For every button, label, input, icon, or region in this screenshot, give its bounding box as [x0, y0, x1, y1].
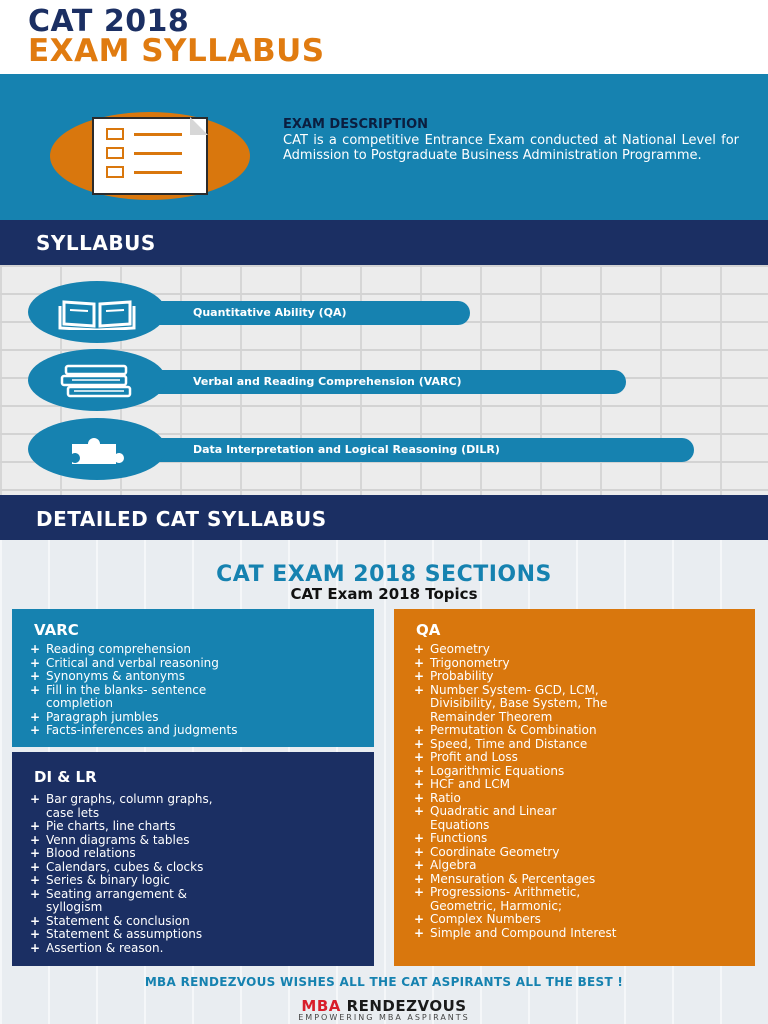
- list-item: [28, 711, 238, 725]
- list-item: [28, 670, 238, 684]
- list-item-text: Coordinate Geometry: [430, 844, 560, 859]
- list-item: [28, 807, 213, 821]
- list-item-text: Ratio: [430, 790, 461, 805]
- syllabus-title: SYLLABUS: [36, 231, 156, 255]
- list-item-text: Permutation & Combination: [430, 723, 597, 737]
- bullet-plus-icon: +: [414, 844, 425, 859]
- list-item-text: Synonyms & antonyms: [46, 669, 185, 683]
- list-item: [412, 900, 616, 914]
- bullet-plus-icon: +: [414, 682, 425, 697]
- list-item: [412, 792, 616, 806]
- logo-tagline: EMPOWERING MBA ASPIRANTS: [298, 1013, 470, 1022]
- bullet-plus-icon: +: [30, 723, 41, 737]
- list-item: [28, 684, 238, 698]
- list-item: [412, 927, 616, 941]
- bullet-plus-icon: +: [30, 682, 41, 697]
- list-item-text: Assertion & reason.: [46, 940, 164, 955]
- list-item: [412, 643, 616, 657]
- qa-title: QA: [416, 621, 441, 639]
- list-item: [412, 778, 616, 792]
- bullet-plus-icon: +: [414, 669, 425, 683]
- list-item-text: Mensuration & Percentages: [430, 871, 596, 886]
- open-book-icon: [58, 296, 136, 330]
- list-item-text: Venn diagrams & tables: [46, 832, 190, 847]
- list-item: [28, 874, 213, 888]
- bullet-plus-icon: +: [30, 873, 41, 887]
- list-item: [412, 684, 616, 698]
- qa-box: [394, 609, 755, 966]
- list-item-text: Facts-inferences and judgments: [46, 723, 238, 737]
- list-item-text: Fill in the blanks- sentence: [46, 682, 207, 697]
- detailed-syllabus-header: [0, 495, 768, 540]
- bullet-plus-icon: +: [30, 886, 41, 901]
- list-item-text: syllogism: [46, 900, 103, 914]
- list-item-text: Series & binary logic: [46, 873, 170, 887]
- bullet-plus-icon: +: [414, 736, 425, 751]
- bullet-plus-icon: +: [30, 819, 41, 833]
- description-text: CAT is a competitive Entrance Exam conducted at National Level for Admission to Postgraduate Business Administration Programme.: [283, 133, 739, 163]
- bullet-plus-icon: +: [414, 723, 425, 737]
- bullet-plus-icon: +: [30, 669, 41, 683]
- list-item-text: Speed, Time and Distance: [430, 736, 588, 751]
- list-item-text: Blood relations: [46, 846, 136, 860]
- sections-title: CAT EXAM 2018 SECTIONS: [216, 562, 552, 587]
- checkbox-icon: [106, 166, 124, 178]
- bullet-plus-icon: +: [30, 846, 41, 860]
- varc-title: VARC: [34, 621, 79, 639]
- bullet-plus-icon: +: [414, 642, 425, 656]
- list-item: [28, 834, 213, 848]
- bullet-plus-icon: +: [30, 655, 41, 670]
- list-item-text: Geometry: [430, 642, 490, 656]
- dilr-topic-list: [28, 793, 213, 955]
- book-stack-icon: [60, 364, 134, 398]
- list-item-text: Complex Numbers: [430, 912, 541, 926]
- list-item-text: Statement & conclusion: [46, 913, 190, 928]
- list-item-text: case lets: [46, 805, 100, 820]
- bullet-plus-icon: +: [414, 655, 425, 670]
- syllabus-header: [0, 220, 768, 265]
- list-item-text: Geometric, Harmonic;: [430, 898, 563, 913]
- list-item: [412, 738, 616, 752]
- list-item: [28, 928, 213, 942]
- list-item: [28, 643, 238, 657]
- list-item-text: Progressions- Arithmetic,: [430, 885, 581, 899]
- list-item-text: Number System- GCD, LCM,: [430, 682, 599, 697]
- list-item: [412, 805, 616, 819]
- list-line: [134, 152, 182, 155]
- list-item: [28, 793, 213, 807]
- bullet-plus-icon: +: [414, 763, 425, 778]
- list-item-text: Statement & assumptions: [46, 927, 203, 941]
- list-item-text: HCF and LCM: [430, 777, 510, 791]
- puzzle-piece-icon: [64, 432, 130, 466]
- bullet-plus-icon: +: [414, 885, 425, 899]
- checkbox-icon: [106, 128, 124, 140]
- list-item-text: Trigonometry: [430, 655, 510, 670]
- list-item-text: completion: [46, 696, 113, 710]
- list-item: [412, 670, 616, 684]
- varc-box: [12, 609, 374, 747]
- list-item: [412, 724, 616, 738]
- list-item: [412, 913, 616, 927]
- bullet-plus-icon: +: [414, 790, 425, 805]
- list-item-text: Critical and verbal reasoning: [46, 655, 219, 670]
- list-item-text: Calendars, cubes & clocks: [46, 859, 204, 874]
- list-item: [28, 915, 213, 929]
- list-item-text: Equations: [430, 817, 490, 832]
- syllabus-item-label: Verbal and Reading Comprehension (VARC): [193, 375, 462, 388]
- checkbox-icon: [106, 147, 124, 159]
- topics-title: CAT Exam 2018 Topics: [290, 585, 478, 603]
- list-item: [412, 751, 616, 765]
- bullet-plus-icon: +: [30, 832, 41, 847]
- list-item-text: Logarithmic Equations: [430, 763, 565, 778]
- list-item-text: Profit and Loss: [430, 750, 518, 764]
- list-item-text: Simple and Compound Interest: [430, 925, 617, 940]
- list-item-text: Bar graphs, column graphs,: [46, 792, 213, 806]
- list-item-text: Divisibility, Base System, The: [430, 696, 608, 710]
- list-item-text: Paragraph jumbles: [46, 709, 159, 724]
- bullet-plus-icon: +: [414, 804, 425, 818]
- list-item-text: Functions: [430, 831, 488, 845]
- list-item: [412, 886, 616, 900]
- list-item-text: Algebra: [430, 858, 477, 872]
- list-item: [412, 846, 616, 860]
- list-item: [28, 888, 213, 902]
- syllabus-item-label: Quantitative Ability (QA): [193, 306, 347, 319]
- list-item: [28, 724, 238, 738]
- list-item: [412, 765, 616, 779]
- bullet-plus-icon: +: [30, 859, 41, 874]
- list-item-text: Quadratic and Linear: [430, 804, 557, 818]
- detailed-syllabus-title: DETAILED CAT SYLLABUS: [36, 507, 327, 531]
- dilr-box: [12, 752, 374, 966]
- bullet-plus-icon: +: [30, 642, 41, 656]
- list-item-text: Pie charts, line charts: [46, 819, 176, 833]
- description-heading: EXAM DESCRIPTION: [283, 117, 429, 132]
- page-title: CAT 2018: [28, 4, 190, 39]
- list-item: [412, 657, 616, 671]
- list-item: [412, 832, 616, 846]
- list-item: [28, 901, 213, 915]
- logo-rendezvous-text: RENDEZVOUS: [340, 997, 467, 1015]
- list-item: [28, 657, 238, 671]
- list-item: [28, 861, 213, 875]
- bullet-plus-icon: +: [414, 858, 425, 872]
- bullet-plus-icon: +: [30, 913, 41, 928]
- list-item-text: Probability: [430, 669, 494, 683]
- list-item: [412, 819, 616, 833]
- list-item-text: Remainder Theorem: [430, 709, 553, 724]
- list-item: [412, 859, 616, 873]
- list-item: [412, 873, 616, 887]
- list-item: [412, 711, 616, 725]
- list-line: [134, 133, 182, 136]
- list-item-text: Seating arrangement &: [46, 886, 187, 901]
- list-line: [134, 171, 182, 174]
- bullet-plus-icon: +: [414, 831, 425, 845]
- bullet-plus-icon: +: [414, 871, 425, 886]
- bullet-plus-icon: +: [414, 777, 425, 791]
- list-item-text: Reading comprehension: [46, 642, 191, 656]
- bullet-plus-icon: +: [30, 792, 41, 806]
- varc-topic-list: [28, 643, 238, 738]
- footer-message: MBA RENDEZVOUS WISHES ALL THE CAT ASPIRANTS ALL THE BEST !: [144, 975, 624, 989]
- dilr-title: DI & LR: [34, 768, 97, 786]
- qa-topic-list: [412, 643, 616, 940]
- bullet-plus-icon: +: [414, 925, 425, 940]
- syllabus-item-label: Data Interpretation and Logical Reasoning (DILR): [193, 443, 500, 456]
- page-subtitle: EXAM SYLLABUS: [28, 33, 325, 69]
- list-item: [412, 697, 616, 711]
- logo-mba-text: MBA: [301, 997, 341, 1015]
- list-item: [28, 942, 213, 956]
- bullet-plus-icon: +: [30, 709, 41, 724]
- bullet-plus-icon: +: [414, 912, 425, 926]
- list-item: [28, 697, 238, 711]
- list-item: [28, 847, 213, 861]
- bullet-plus-icon: +: [30, 927, 41, 941]
- header: [0, 0, 768, 74]
- bullet-plus-icon: +: [414, 750, 425, 764]
- list-item: [28, 820, 213, 834]
- bullet-plus-icon: +: [30, 940, 41, 955]
